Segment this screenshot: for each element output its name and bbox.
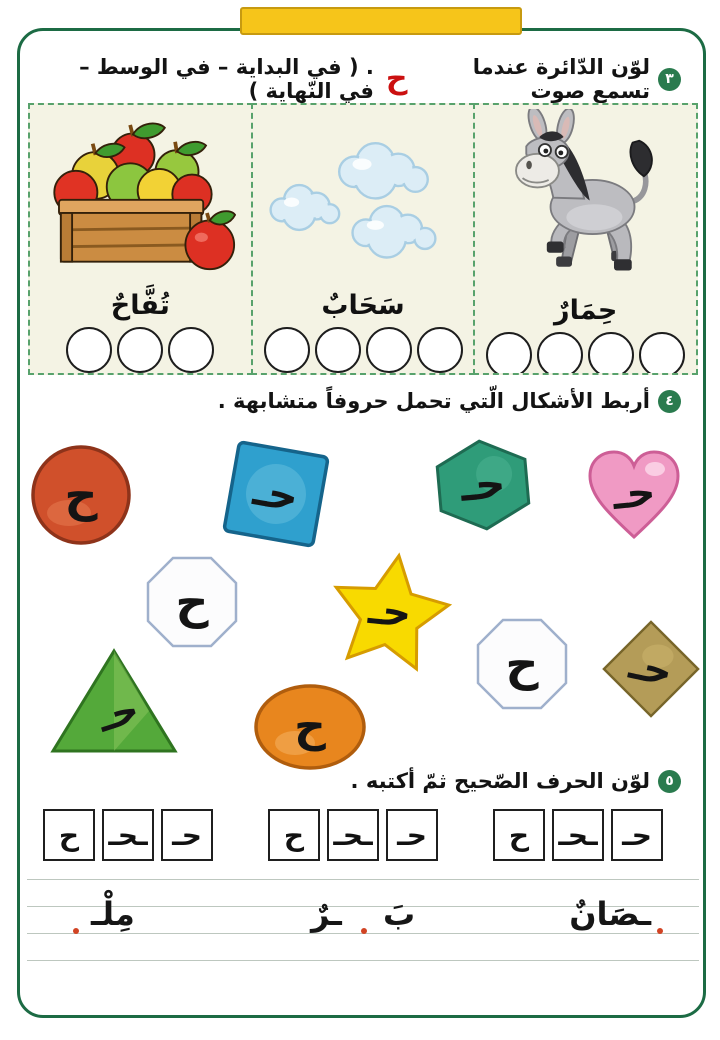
- shape-circle-red[interactable]: [29, 443, 133, 547]
- word-apples: تُفَّاحٌ: [110, 290, 170, 321]
- shape-diamond-khaki[interactable]: [601, 619, 701, 719]
- shape-triangle-green[interactable]: [49, 645, 179, 757]
- ruled-line: [27, 960, 699, 961]
- shape-hexagon-green[interactable]: [431, 435, 535, 535]
- answer-circles-apples: [66, 327, 214, 373]
- shape-heart-pink[interactable]: [583, 445, 685, 543]
- shape-ellipse-orange[interactable]: [253, 683, 367, 771]
- letter-choice-box[interactable]: [43, 809, 95, 861]
- sound-position-panels: [28, 103, 698, 375]
- letter-choice-box[interactable]: [386, 809, 438, 861]
- writing-practice-area[interactable]: [27, 875, 699, 971]
- donkey-illustration: [501, 105, 671, 291]
- letter-form: حـ: [172, 818, 202, 852]
- letter-form: حـ: [622, 818, 652, 852]
- answer-circle[interactable]: [537, 332, 583, 375]
- letter-choice-box[interactable]: [611, 809, 663, 861]
- shape-letter: ح: [64, 468, 98, 522]
- word-clouds: سَحَابٌ: [321, 290, 405, 321]
- letter-form: ح: [508, 818, 530, 852]
- shape-letter: ح: [175, 575, 209, 629]
- activity5-title: لوّن الحرف الصّحيح ثمّ أكتبه .: [350, 769, 650, 793]
- letter-choice-box[interactable]: [102, 809, 154, 861]
- word-donkey: حِمَارٌ: [554, 295, 618, 326]
- writing-fragment-bahr-right: بَ: [383, 895, 416, 933]
- letter-form: ح: [283, 818, 305, 852]
- panel-clouds: [251, 103, 476, 375]
- shape-letter: حـ: [249, 465, 303, 522]
- activity3-header: [50, 55, 681, 103]
- shape-letter: حـ: [610, 468, 658, 520]
- letter-form: ـحـ: [108, 818, 148, 852]
- answer-circle[interactable]: [486, 332, 532, 375]
- letter-choice-box[interactable]: [268, 809, 320, 861]
- writing-fragment-bahr-left: ـرٌ: [311, 895, 342, 933]
- letter-choice-box[interactable]: [493, 809, 545, 861]
- letter-choice-box[interactable]: [327, 809, 379, 861]
- shape-letter: حـ: [458, 458, 508, 511]
- clouds-illustration: [263, 105, 463, 286]
- answer-circle[interactable]: [315, 327, 361, 373]
- answer-circle[interactable]: [264, 327, 310, 373]
- activity4-header: [50, 389, 681, 413]
- letter-form: ح: [58, 818, 80, 852]
- letter-form: ـحـ: [333, 818, 373, 852]
- activity4-number-badge: ٤: [658, 390, 681, 413]
- start-dot[interactable]: [657, 928, 663, 934]
- shape-octagon-white-2[interactable]: [475, 617, 569, 711]
- panel-apples: [28, 103, 253, 375]
- letter-form: ـحـ: [558, 818, 598, 852]
- shape-letter: حـ: [366, 586, 414, 638]
- activity5-number-badge: ٥: [658, 770, 681, 793]
- activity5-header: [50, 769, 681, 793]
- letter-choice-box[interactable]: [161, 809, 213, 861]
- ruled-line: [27, 879, 699, 880]
- answer-circle[interactable]: [588, 332, 634, 375]
- letter-choice-row: [27, 809, 699, 865]
- panel-donkey: [473, 103, 698, 375]
- answer-circle[interactable]: [366, 327, 412, 373]
- activity3-number-badge: ٣: [658, 68, 681, 91]
- start-dot[interactable]: [73, 928, 79, 934]
- start-dot[interactable]: [361, 928, 367, 934]
- activity4-title: أربط الأشكال الّتي تحمل حروفاً متشابهة .: [217, 389, 650, 413]
- activity3-instruction-after: . ( في البداية – في الوسط – في النّهاية ): [79, 55, 374, 103]
- answer-circle[interactable]: [117, 327, 163, 373]
- letter-group-2: [268, 809, 438, 861]
- answer-circles-clouds: [264, 327, 463, 373]
- answer-circle[interactable]: [417, 327, 463, 373]
- letter-group-1: [43, 809, 213, 861]
- letter-form: حـ: [397, 818, 427, 852]
- answer-circle[interactable]: [66, 327, 112, 373]
- shape-letter: ح: [505, 637, 539, 691]
- answer-circle[interactable]: [168, 327, 214, 373]
- shape-star-yellow[interactable]: [327, 551, 453, 673]
- binder-tab: [240, 7, 522, 35]
- shape-letter: حـ: [92, 686, 145, 741]
- writing-fragment-milh: مِلْـ: [91, 895, 135, 933]
- answer-circle[interactable]: [639, 332, 685, 375]
- shape-matching-area: [27, 431, 699, 769]
- activity3-instruction-before: لوّن الدّائرة عندما تسمع صوت: [472, 55, 650, 103]
- shape-square-blue[interactable]: [219, 437, 333, 551]
- apples-illustration: [44, 105, 236, 286]
- writing-fragment-hisan: ـصَانٌ: [569, 895, 651, 933]
- target-letter: ح: [385, 61, 408, 96]
- answer-circles-donkey: [486, 332, 685, 375]
- shape-letter: حـ: [625, 642, 677, 696]
- letter-group-3: [493, 809, 663, 861]
- sheet-border: [17, 28, 706, 1018]
- letter-choice-box[interactable]: [552, 809, 604, 861]
- shape-letter: ح: [294, 701, 326, 752]
